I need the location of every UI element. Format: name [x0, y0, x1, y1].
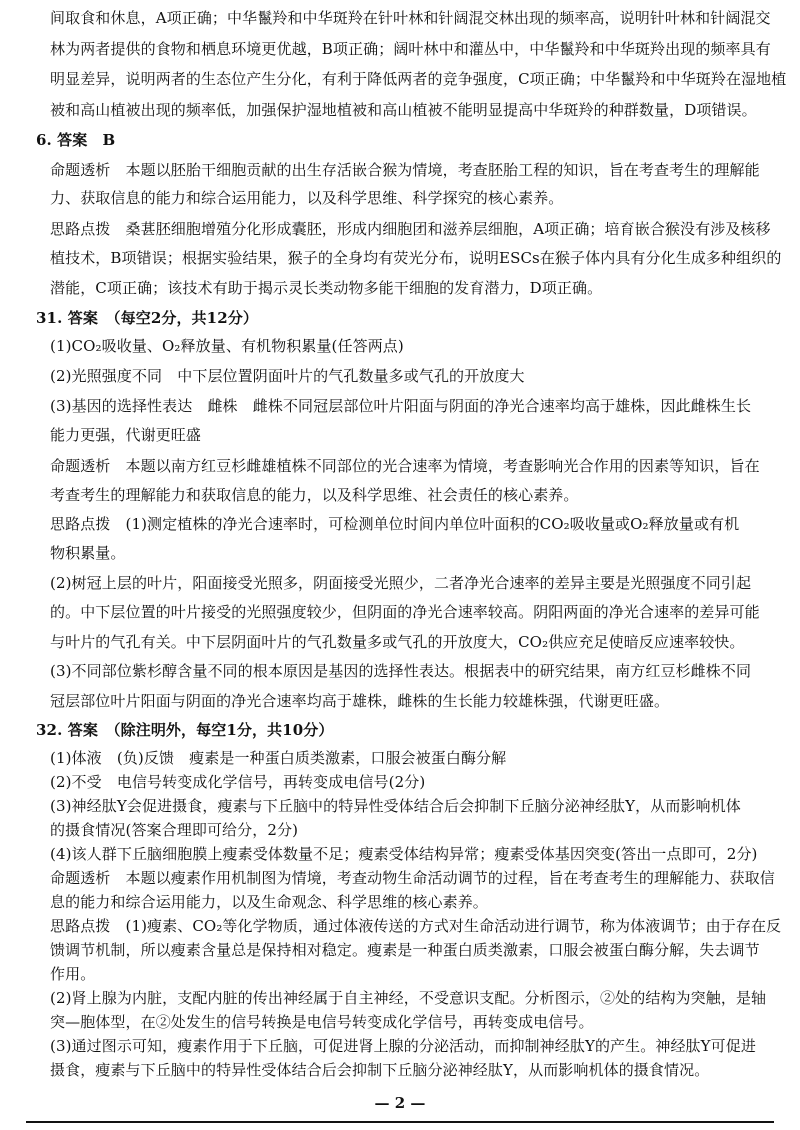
- text-line: 能力更强，代谢更旺盛: [50, 426, 202, 444]
- text-line: (4)该人群下丘脑细胞膜上瘦素受体数量不足；瘦素受体结构异常；瘦素受体基因突变(答出一点即可，2分): [50, 845, 758, 863]
- text-line: (3)通过图示可知，瘦素作用于下丘脑，可促进肾上腺的分泌活动，而抑制神经肽Y的产生。神经肽Y可促进: [50, 1037, 756, 1055]
- text-line: (3)不同部位紫杉醇含量不同的根本原因是基因的选择性表达。根据表中的研究结果，南方红豆杉雌株不同: [50, 662, 752, 680]
- text-line: 的摄食情况(答案合理即可给分，2分): [50, 821, 299, 839]
- text-line: 作用。: [50, 965, 96, 983]
- text-line: 命题透析 本题以胚胎干细胞贡献的出生存活嵌合猴为情境，考查胚胎工程的知识，旨在考查考生的理解能: [50, 161, 760, 179]
- text-line: 思路点拨 (1)测定植株的净光合速率时，可检测单位时间内单位叶面积的CO₂吸收量或O₂释放量或有机: [50, 515, 740, 533]
- text-line: 被和高山植被出现的频率低，加强保护湿地植被和高山植被不能明显提高中华斑羚的种群数量，D项错误。: [50, 101, 757, 119]
- page-number: — 2 —: [374, 1094, 426, 1112]
- text-line: 的。中下层位置的叶片接受的光照强度较少，但阴面的净光合速率较高。阴阳两面的净光合速率的差异可能: [50, 603, 760, 621]
- text-line: 林为两者提供的食物和栖息环境更优越，B项正确；阔叶林中和灌丛中，中华鬣羚和中华斑羚出现的频率具有: [50, 40, 771, 58]
- text-line: 冠层部位叶片阳面与阴面的净光合速率均高于雄株，雌株的生长能力较雄株强，代谢更旺盛。: [50, 692, 670, 710]
- text-line: 明显差异，说明两者的生态位产生分化，有利于降低两者的竞争强度，C项正确；中华鬣羚和中华斑羚在湿地植: [50, 70, 787, 88]
- answer-heading: 31. 答案 （每空2分，共12分）: [36, 309, 258, 327]
- text-line: 摄食，瘦素与下丘脑中的特异性受体结合后会抑制下丘脑分泌神经肽Y，从而影响机体的摄食情况。: [50, 1061, 710, 1079]
- text-line: 命题透析 本题以南方红豆杉雌雄植株不同部位的光合速率为情境，考查影响光合作用的因素等知识，旨在: [50, 457, 760, 475]
- text-line: (2)不受 电信号转变成化学信号，再转变成电信号(2分): [50, 773, 426, 791]
- text-line: 思路点拨 桑葚胚细胞增殖分化形成囊胚，形成内细胞团和滋养层细胞，A项正确；培育嵌合猴没有涉及核移: [50, 220, 771, 238]
- text-line: 力、获取信息的能力和综合运用能力，以及科学思维、科学探究的核心素养。: [50, 189, 564, 207]
- text-line: 命题透析 本题以瘦素作用机制图为情境，考查动物生命活动调节的过程，旨在考查考生的理解能力、获取信: [50, 869, 775, 887]
- text-line: 物积累量。: [50, 544, 126, 562]
- footer-divider: [26, 1121, 774, 1123]
- text-line: 考查考生的理解能力和获取信息的能力，以及科学思维、社会责任的核心素养。: [50, 486, 579, 504]
- text-line: (1)体液 (负)反馈 瘦素是一种蛋白质类激素，口服会被蛋白酶分解: [50, 749, 507, 767]
- text-line: 与叶片的气孔有关。中下层阴面叶片的气孔数量多或气孔的开放度大，CO₂供应充足使暗反应速率较快。: [50, 633, 745, 651]
- text-line: 潜能，C项正确；该技术有助于揭示灵长类动物多能干细胞的发育潜力，D项正确。: [50, 279, 603, 297]
- answer-heading: 6. 答案 B: [36, 131, 116, 149]
- text-line: 思路点拨 (1)瘦素、CO₂等化学物质，通过体液传送的方式对生命活动进行调节，称为体液调节；由于存在反: [50, 917, 782, 935]
- text-line: 植技术，B项错误；根据实验结果，猴子的全身均有荧光分布，说明ESCs在猴子体内具有分化生成多种组织的: [50, 249, 782, 267]
- text-line: (2)树冠上层的叶片，阳面接受光照多，阴面接受光照少，二者净光合速率的差异主要是光照强度不同引起: [50, 574, 752, 592]
- text-line: (3)神经肽Y会促进摄食，瘦素与下丘脑中的特异性受体结合后会抑制下丘脑分泌神经肽Y，从而影响机体: [50, 797, 741, 815]
- text-line: 馈调节机制，所以瘦素含量总是保持相对稳定。瘦素是一种蛋白质类激素，口服会被蛋白酶分解，失去调节: [50, 941, 760, 959]
- text-line: (2)肾上腺为内脏，支配内脏的传出神经属于自主神经，不受意识支配。分析图示，②处的结构为突触，是轴: [50, 989, 767, 1007]
- text-line: 突—胞体型，在②处发生的信号转换是电信号转变成化学信号，再转变成电信号。: [50, 1013, 594, 1031]
- text-line: 息的能力和综合运用能力，以及生命观念、科学思维的核心素养。: [50, 893, 488, 911]
- answer-heading: 32. 答案 （除注明外，每空1分，共10分）: [36, 721, 334, 739]
- text-line: 间取食和休息，A项正确；中华鬣羚和中华斑羚在针叶林和针阔混交林出现的频率高，说明针叶林和针阔混交: [50, 9, 771, 27]
- text-line: (2)光照强度不同 中下层位置阴面叶片的气孔数量多或气孔的开放度大: [50, 367, 525, 385]
- text-line: (3)基因的选择性表达 雌株 雌株不同冠层部位叶片阳面与阴面的净光合速率均高于雄株，因此雌株生长: [50, 397, 752, 415]
- text-line: (1)CO₂吸收量、O₂释放量、有机物积累量(任答两点): [50, 337, 404, 355]
